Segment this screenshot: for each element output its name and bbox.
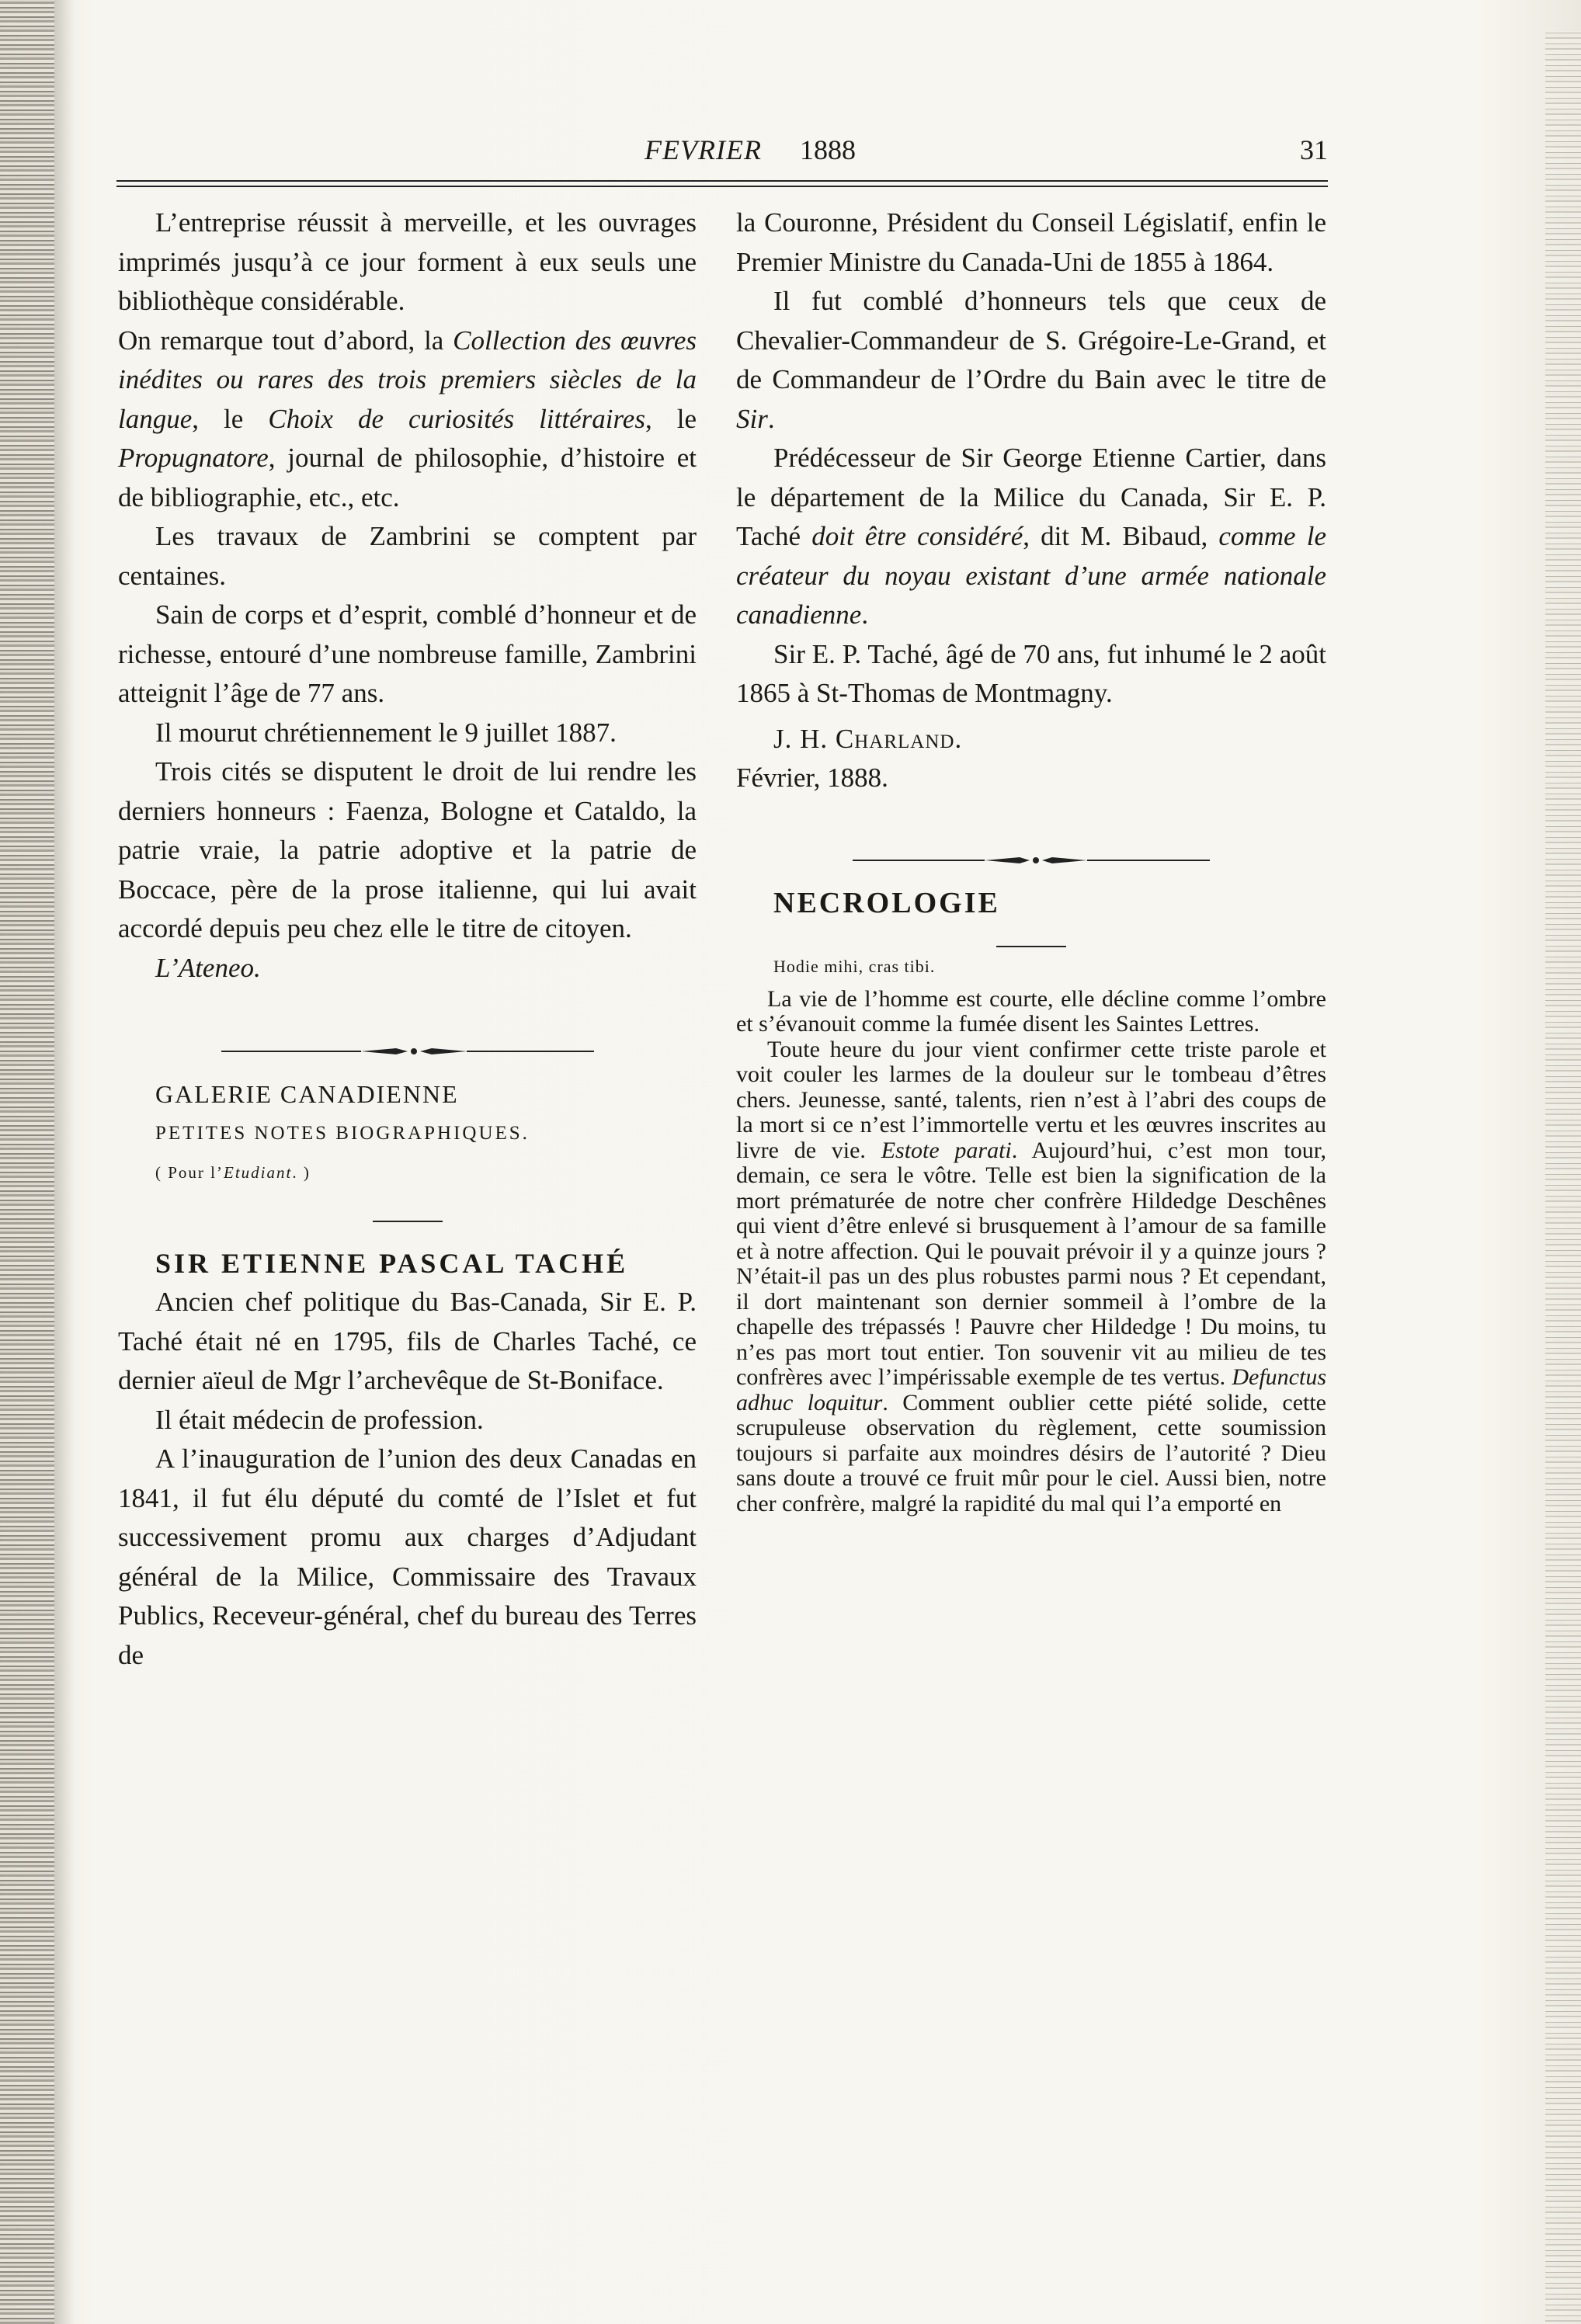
paragraph: L’entreprise réussit à merveille, et les ouvrages imprimés jusqu’à ce jour forment à eux seuls une bibliothèque considérable.	[118, 207, 697, 316]
italic-text: doit être considéré	[811, 521, 1023, 551]
header-rule	[116, 180, 1328, 187]
date-line: Février, 1888.	[736, 763, 888, 793]
ornament-rule-icon	[853, 855, 1210, 866]
text-run: On remarque tout d’abord, la	[118, 325, 453, 356]
paragraph: La vie de l’homme est courte, elle décline comme l’ombre et s’évanouit comme la fumée disent les Saintes Lettres.	[736, 985, 1326, 1037]
header-month: FEVRIER	[645, 134, 762, 165]
paragraph: Il mourut chrétiennement le 9 juillet 1887.	[155, 717, 617, 748]
text-run: , le	[645, 403, 697, 434]
italic-text: Estote parati	[881, 1137, 1012, 1163]
ornament-divider	[736, 837, 1326, 884]
paragraph: Ancien chef politique du Bas-Canada, Sir E. P. Taché était né en 1795, fils de Charles Taché, ce dernier aïeul de Mgr l’archevêque de St-Boniface.	[118, 1287, 697, 1395]
text-run: , le	[192, 403, 269, 434]
article-title: SIR ETIENNE PASCAL TACHÉ	[155, 1247, 629, 1279]
predecessor-paragraph	[736, 439, 1326, 635]
collection-paragraph	[118, 321, 697, 518]
italic-title: Collection des œuvres inédites ou rares des trois premiers siècles de la langue	[118, 325, 697, 434]
ornament-divider	[118, 1028, 697, 1075]
italic-text: Defunctus adhuc loquitur	[736, 1364, 1326, 1416]
text-run: . )	[292, 1163, 311, 1182]
paragraph: Sain de corps et d’esprit, comblé d’honneur et de richesse, entouré d’une nombreuse famille, Zambrini atteignit l’âge de 77 ans.	[118, 599, 697, 708]
ornament-rule-icon	[221, 1046, 594, 1057]
author-signature: J. H. Charland.	[773, 723, 963, 754]
text-run: .	[861, 599, 869, 630]
signature: L’Ateneo.	[155, 952, 261, 983]
section-subtitle: PETITES NOTES BIOGRAPHIQUES.	[155, 1122, 530, 1144]
paragraph: Les travaux de Zambrini se comptent par centaines.	[118, 521, 697, 591]
paragraph: A l’inauguration de l’union des deux Canadas en 1841, il fut élu député du comté de l’Islet et fut successivement promu aux charges d’Adjudant général de la Milice, Commissaire des Travaux Publics, Receveur-général, chef du bureau des Terres de	[118, 1443, 697, 1670]
text-run: . Aujourd’hui, c’est mon tour, demain, ce sera le vôtre. Telle est bien la signification de la mort prématurée de notre cher confrère Hildedge Deschênes qui vient d’être enlevé si brusquement à l’amour de sa famille et à notre affection. Qui le pouvait prévoir il y a quinze jours ? N’était-il pas un des plus robustes parmi nous ? Et cependant, il dort maintenant son dernier sommeil à l’ombre de la chapelle des trépassés ! Pauvre cher Hildedge ! Du moins, tu n’es pas mort tout entier. Ton souvenir vit au milieu de tes confrères avec l’impérissable exemple de tes vertus.	[736, 1137, 1326, 1390]
text-run: Toute heure du jour vient confirmer cette triste parole et voit couler les larmes de la douleur sur le tombeau d’êtres chers. Jeunesse, santé, talents, rien n’est à l’abri des coups de la mort si ce n’est l’immortelle vertu et les œuvres inscrites au livre de vie.	[736, 1036, 1326, 1163]
short-rule	[373, 1221, 443, 1222]
paragraph: Il était médecin de profession.	[155, 1404, 484, 1435]
paragraph: Sir E. P. Taché, âgé de 70 ans, fut inhumé le 2 août 1865 à St-Thomas de Montmagny.	[736, 638, 1326, 708]
italic-text: Sir	[736, 403, 768, 434]
page-binding-edge-right	[1545, 31, 1581, 2322]
text-run: ( Pour l’	[155, 1163, 224, 1182]
left-column	[118, 203, 697, 1675]
text-run: .	[767, 403, 775, 434]
italic-title: Choix de curiosités littéraires	[268, 403, 645, 434]
section-title: GALERIE CANADIENNE	[155, 1080, 459, 1108]
italic-title: Propugnatore	[118, 443, 269, 473]
right-column	[736, 203, 1326, 1516]
epigraph: Hodie mihi, cras tibi.	[773, 957, 936, 976]
necrologie-title: NECROLOGIE	[773, 886, 1000, 919]
italic-text: comme le créateur du noyau existant d’une armée nationale canadienne	[736, 521, 1326, 630]
section-note	[118, 1153, 697, 1193]
page-binding-edge-left	[0, 0, 54, 2324]
text-run: Il fut comblé d’honneurs tels que ceux de Chevalier-Commandeur de S. Grégoire-Le-Grand, et de Commandeur de l’Ordre du Bain avec le titre de	[736, 286, 1326, 394]
text-run: , journal de philosophie, d’histoire et de bibliographie, etc., etc.	[118, 443, 697, 512]
page-number: 31	[1300, 134, 1328, 165]
necrologie-body	[736, 987, 1326, 1517]
honours-paragraph	[736, 282, 1326, 439]
paragraph: la Couronne, Président du Conseil Législatif, enfin le Premier Ministre du Canada-Uni de 1855 à 1864.	[736, 207, 1326, 277]
running-header	[116, 134, 1328, 180]
italic-text: Etudiant	[224, 1163, 293, 1182]
text-run: , dit M. Bibaud,	[1023, 521, 1219, 551]
paragraph: Trois cités se disputent le droit de lui rendre les derniers honneurs : Faenza, Bologne et Cataldo, la patrie vraie, la patrie adoptive et la patrie de Boccace, père de la prose italienne, qui lui avait accordé depuis peu chez elle le titre de citoyen.	[118, 756, 697, 943]
header-year: 1888	[800, 134, 856, 165]
text-run: . Comment oublier cette piété solide, cette scrupuleuse observation du règlement, cette soumission toujours si parfaite aux moindres désirs de l’autorité ? Dieu sans doute a trouvé ce fruit mûr pour le ciel. Aussi bien, notre cher confrère, malgré la rapidité du mal qui l’a emporté en	[736, 1389, 1327, 1516]
text-run: Prédécesseur de Sir George Etienne Cartier, dans le département de la Milice du Canada, Sir E. P. Taché	[736, 443, 1326, 551]
paragraph	[736, 1037, 1326, 1517]
